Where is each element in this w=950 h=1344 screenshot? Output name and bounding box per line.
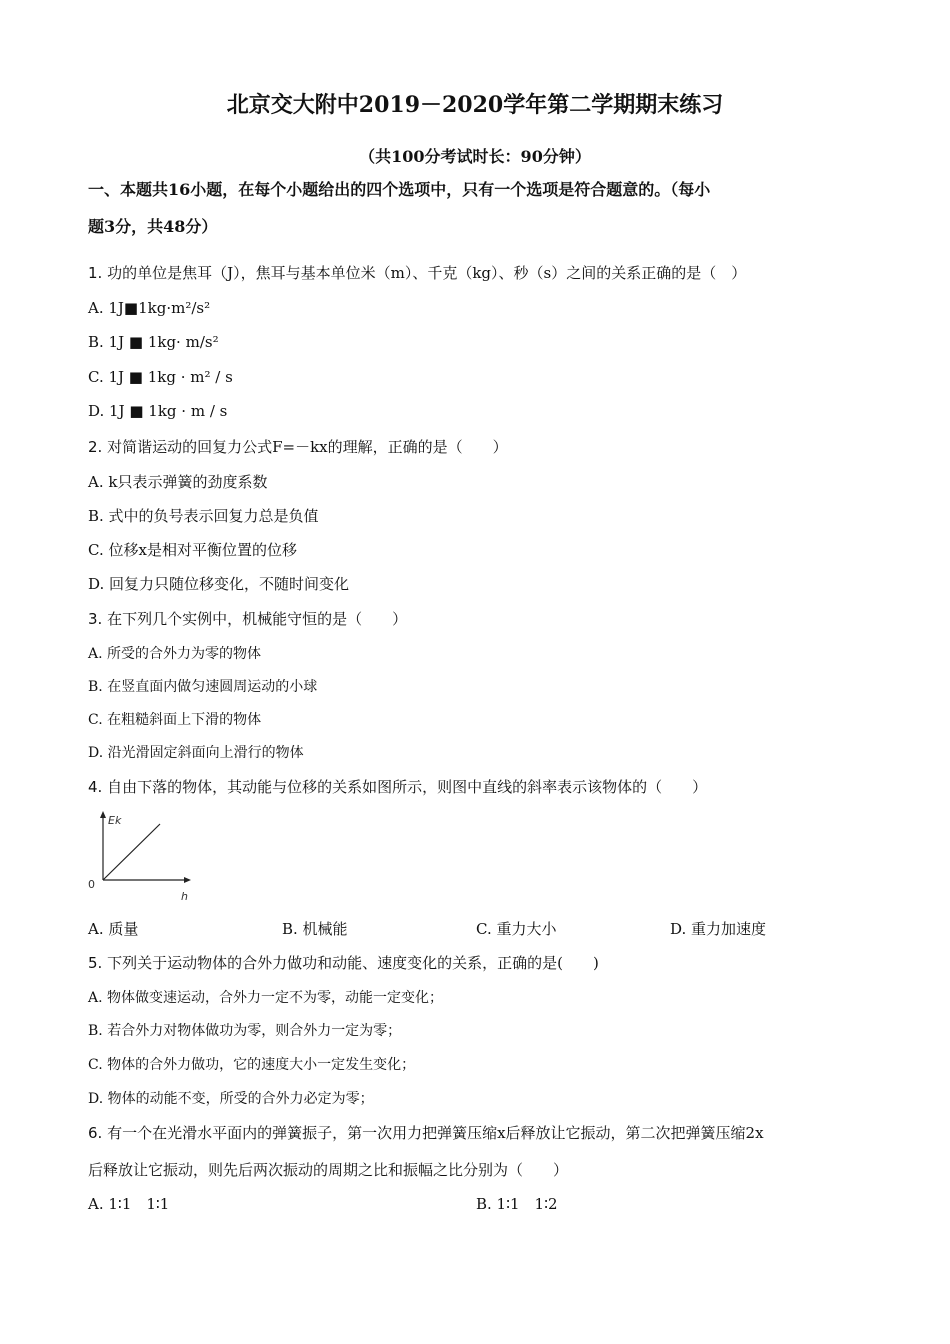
question-number: 2. [88, 438, 103, 456]
question-number: 4. [88, 778, 103, 796]
question-stem: 功的单位是焦耳（J），焦耳与基本单位米（m）、千克（kg）、秒（s）之间的关系正确的是（ ） [107, 264, 747, 282]
section-heading-line1: 一、本题共16小题，在每个小题给出的四个选项中，只有一个选项是符合题意的。（每小 [88, 180, 711, 199]
question-number: 6. [88, 1124, 103, 1142]
q2-option-c: C. 位移x是相对平衡位置的位移 [88, 541, 297, 559]
question-6-continued: 后释放让它振动，则先后两次振动的周期之比和振幅之比分别为（ ） [88, 1161, 569, 1179]
q1-option-d: D. 1J ■ 1kg · m / s [88, 402, 228, 420]
q5-option-a: A. 物体做变速运动，合外力一定不为零，动能一定变化； [88, 990, 444, 1006]
q5-option-d: D. 物体的动能不变，所受的合外力必定为零； [88, 1091, 374, 1107]
q4-option-b: B. 机械能 [282, 920, 348, 938]
q1-option-b: B. 1J ■ 1kg· m/s² [88, 333, 219, 351]
q6-option-b: B. 1∶1 1∶2 [476, 1195, 558, 1213]
q3-option-b: B. 在竖直面内做匀速圆周运动的小球 [88, 679, 318, 695]
q2-option-d: D. 回复力只随位移变化，不随时间变化 [88, 575, 350, 593]
question-3 [88, 609, 407, 629]
question-number: 3. [88, 610, 103, 628]
q2-option-a: A. k只表示弹簧的劲度系数 [88, 473, 268, 491]
x-axis-label: h [181, 890, 188, 903]
question-6 [88, 1123, 764, 1143]
ek-h-graph [84, 808, 194, 904]
question-stem: 下列关于运动物体的合外力做功和动能、速度变化的关系，正确的是( ) [107, 954, 599, 972]
q4-option-d: D. 重力加速度 [670, 920, 767, 938]
question-5 [88, 953, 599, 973]
q4-option-c: C. 重力大小 [476, 920, 557, 938]
q3-option-a: A. 所受的合外力为零的物体 [88, 646, 262, 662]
x-axis-arrow [184, 877, 191, 883]
question-1 [88, 263, 746, 283]
origin-label: 0 [88, 878, 95, 891]
q1-option-c: C. 1J ■ 1kg · m² / s [88, 368, 233, 386]
exam-info: （共100分考试时长：90分钟） [359, 147, 591, 166]
q5-option-b: B. 若合外力对物体做功为零，则合外力一定为零； [88, 1023, 402, 1039]
question-number: 1. [88, 264, 103, 282]
question-stem: 对简谐运动的回复力公式F=－kx的理解，正确的是（ ） [107, 438, 508, 456]
question-2 [88, 437, 508, 457]
section-heading-line2: 题3分，共48分） [88, 217, 218, 236]
page-title: 北京交大附中2019－2020学年第二学期期末练习 [226, 92, 724, 118]
question-4 [88, 777, 707, 797]
y-axis-label: Ek [108, 814, 122, 827]
q2-option-b: B. 式中的负号表示回复力总是负值 [88, 507, 319, 525]
ek-line [103, 824, 160, 880]
y-axis-arrow [100, 811, 106, 818]
question-stem: 自由下落的物体，其动能与位移的关系如图所示，则图中直线的斜率表示该物体的（ ） [107, 778, 708, 796]
q4-option-a: A. 质量 [88, 920, 139, 938]
q6-option-a: A. 1∶1 1∶1 [88, 1195, 170, 1213]
question-stem: 在下列几个实例中，机械能守恒的是（ ） [107, 610, 408, 628]
question-number: 5. [88, 954, 103, 972]
q5-option-c: C. 物体的合外力做功，它的速度大小一定发生变化； [88, 1057, 416, 1073]
q3-option-c: C. 在粗糙斜面上下滑的物体 [88, 712, 262, 728]
question-stem: 有一个在光滑水平面内的弹簧振子，第一次用力把弹簧压缩x后释放让它振动，第二次把弹簧压缩2x [107, 1124, 764, 1142]
q1-option-a: A. 1J■1kg·m²/s² [88, 299, 211, 317]
q3-option-d: D. 沿光滑固定斜面向上滑行的物体 [88, 745, 304, 761]
